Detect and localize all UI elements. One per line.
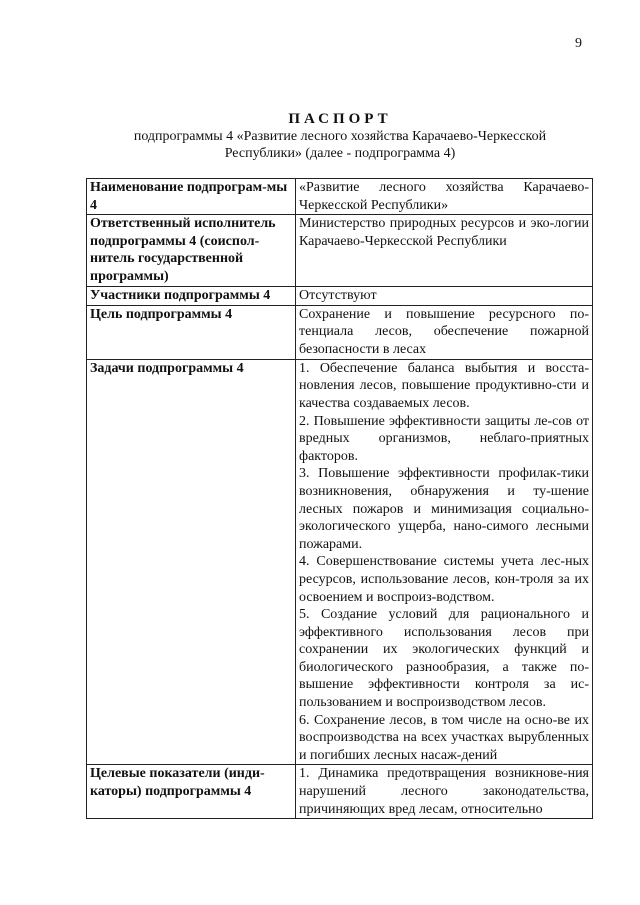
row-value: 1. Динамика предотвращения возникнове-ния нарушений лесного законодательства, причиняющих вред лесам, относительно xyxy=(296,765,593,819)
passport-table xyxy=(86,178,593,819)
row-value: Сохранение и повышение ресурсного по-тенциала лесов, обеспечение пожарной безопасности в лесах xyxy=(296,305,593,359)
row-value: «Развитие лесного хозяйства Карачаево-Черкесской Республики» xyxy=(296,179,593,215)
document-heading xyxy=(80,110,600,162)
document-subtitle-line-2: Республики» (далее - подпрограмма 4) xyxy=(224,146,456,161)
row-value: Отсутствуют xyxy=(296,287,593,306)
table-row-participants xyxy=(87,287,593,306)
table-row-goal xyxy=(87,305,593,359)
table-row-tasks xyxy=(87,359,593,765)
row-label: Задачи подпрограммы 4 xyxy=(87,359,296,765)
document-title: ПАСПОРТ xyxy=(288,111,392,127)
row-label: Цель подпрограммы 4 xyxy=(87,305,296,359)
row-label: Целевые показатели (инди-каторы) подпрограммы 4 xyxy=(87,765,296,819)
row-label: Участники подпрограммы 4 xyxy=(87,287,296,306)
page-number: 9 xyxy=(575,36,582,51)
task-item: 6. Сохранение лесов, в том числе на осно-ве их воспроизводства на всех участках вырубленных и погибших лесных насаж-дений xyxy=(299,712,589,763)
table-row-indicators xyxy=(87,765,593,819)
task-item: 4. Совершенствование системы учета лес-ных ресурсов, использование лесов, кон-троля за их освоением и воспроиз-водством. xyxy=(299,554,589,605)
task-item: 5. Создание условий для рационального и эффективного использования лесов при сохранении их экологических функций и биологического разнообразия, а также по-вышение эффективности контроля за ис-пользованием и воспроизводством лесов. xyxy=(299,607,589,711)
row-label: Ответственный исполнитель подпрограммы 4 (соиспол-нитель государственной программы) xyxy=(87,215,296,287)
table-row-name xyxy=(87,179,593,215)
task-item: 3. Повышение эффективности профилак-тики возникновения, обнаружения и ту-шение лесных пожаров и минимизация социально-экологического ущерба, нано-симого лесными пожарами. xyxy=(299,466,589,552)
row-label: Наименование подпрограм-мы 4 xyxy=(87,179,296,215)
task-item: 1. Обеспечение баланса выбытия и восста-новления лесов, повышение продуктивно-сти и качества создаваемых лесов. xyxy=(299,360,589,411)
row-value: Министерство природных ресурсов и эко-логии Карачаево-Черкесской Республики xyxy=(296,215,593,287)
tasks-cell xyxy=(296,359,593,765)
table-row-executor xyxy=(87,215,593,287)
task-item: 2. Повышение эффективности защиты ле-сов от вредных организмов, неблаго-приятных факторов. xyxy=(299,413,589,464)
document-subtitle-line-1: подпрограммы 4 «Развитие лесного хозяйства Карачаево-Черкесской xyxy=(133,129,547,144)
